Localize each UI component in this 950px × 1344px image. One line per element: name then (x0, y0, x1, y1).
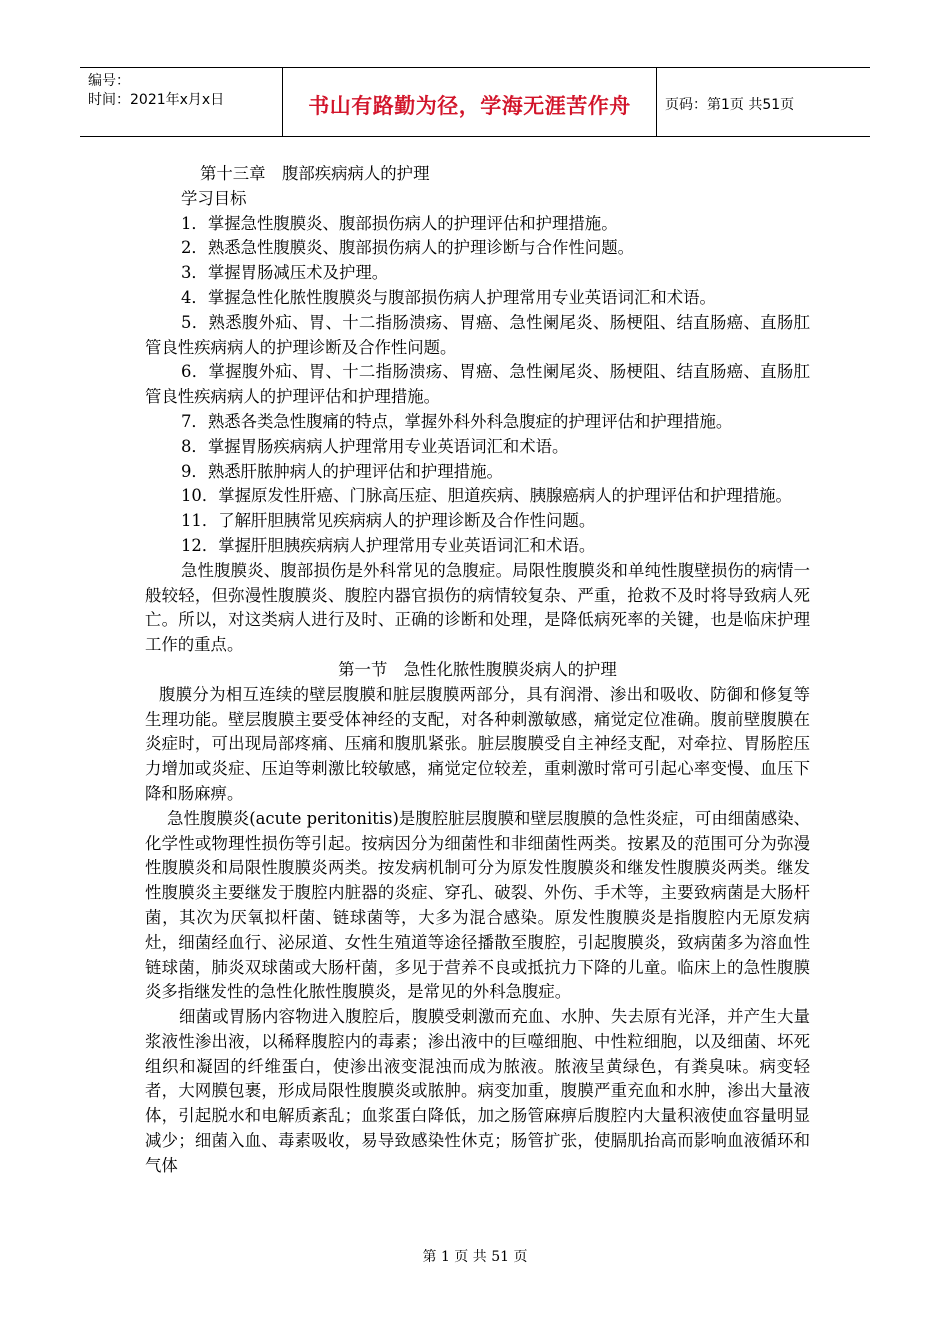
objective-item-10: 10．掌握原发性肝癌、门脉高压症、胆道疾病、胰腺癌病人的护理评估和护理措施。 (181, 486, 792, 506)
objective-item-7: 7．熟悉各类急性腹痛的特点，掌握外科外科急腹症的护理评估和护理措施。 (181, 411, 733, 431)
page-header-table (80, 67, 870, 137)
page-footer: 第 1 页 共 51 页 (422, 1249, 528, 1265)
objective-item-3: 3．掌握胃肠减压术及护理。 (181, 263, 389, 283)
objective-item-11: 11．了解肝胆胰常见疾病病人的护理诊断及合作性问题。 (181, 511, 596, 531)
chapter-title: 第十三章 腹部疾病病人的护理 (200, 164, 430, 183)
body-paragraph-1: 腹膜分为相互连续的壁层腹膜和脏层腹膜两部分，具有润滑、渗出和吸收、防御和修复等生理功能。壁层腹膜主要受体神经的支配，对各种刺激敏感，痛觉定位准确。腹前壁腹膜在炎症时，可出现局部疼痛、压痛和腹肌紧张。脏层腹膜受自主神经支配，对牵拉、胃肠腔压力增加或炎症、压迫等刺激比较敏感，痛觉定位较差，重刺激时常可引起心率变慢、血压下降和肠麻痹。 (145, 684, 810, 803)
objective-item-12: 12．掌握肝胆胰疾病病人护理常用专业英语词汇和术语。 (181, 535, 596, 555)
objective-item-1: 1．掌握急性腹膜炎、腹部损伤病人的护理评估和护理措施。 (181, 213, 618, 233)
objectives-heading: 学习目标 (181, 188, 247, 208)
objective-item-6: 6．掌握腹外疝、胃、十二指肠溃疡、胃癌、急性阑尾炎、肠梗阻、结直肠癌、直肠肛管良性疾病病人的护理评估和护理措施。 (145, 362, 810, 407)
objective-item-5: 5．熟悉腹外疝、胃、十二指肠溃疡、胃癌、急性阑尾炎、肠梗阻、结直肠癌、直肠肛管良性疾病病人的护理诊断及合作性问题。 (145, 312, 810, 357)
header-meta-cell (80, 68, 283, 136)
body-paragraph-3: 细菌或胃肠内容物进入腹腔后，腹膜受刺激而充血、水肿、失去原有光泽，并产生大量浆液性渗出液，以稀释腹腔内的毒素；渗出液中的巨噬细胞、中性粒细胞，以及细菌、坏死组织和凝固的纤维蛋白，使渗出液变混浊而成为脓液。脓液呈黄绿色，有粪臭味。病变轻者，大网膜包裹，形成局限性腹膜炎或脓肿。病变加重，腹膜严重充血和水肿，渗出大量液体，引起脱水和电解质紊乱；血浆蛋白降低，加之肠管麻痹后腹腔内大量积液使血容量明显减少；细菌入血、毒素吸收，易导致感染性休克；肠管扩张，使膈肌抬高而影响血液循环和气体 (145, 1007, 810, 1175)
objective-item-9: 9．熟悉肝脓肿病人的护理评估和护理措施。 (181, 461, 503, 481)
serial-number-label: 编号： (88, 73, 130, 89)
date-line: 时间：2021年x月x日 (88, 92, 225, 108)
objective-item-4: 4．掌握急性化脓性腹膜炎与腹部损伤病人护理常用专业英语词汇和术语。 (181, 287, 716, 307)
header-page-info: 页码：第1页 共51页 (665, 97, 795, 113)
objective-item-8: 8．掌握胃肠疾病病人护理常用专业英语词汇和术语。 (181, 436, 569, 456)
intro-paragraph: 急性腹膜炎、腹部损伤是外科常见的急腹症。局限性腹膜炎和单纯性腹壁损伤的病情一般较轻，但弥漫性腹膜炎、腹腔内器官损伤的病情较复杂、严重，抢救不及时将导致病人死亡。所以，对这类病人进行及时、正确的诊断和处理，是降低病死率的关键，也是临床护理工作的重点。 (145, 560, 810, 655)
objective-item-2: 2．熟悉急性腹膜炎、腹部损伤病人的护理诊断与合作性问题。 (181, 238, 634, 258)
motto-text: 书山有路勤为径，学海无涯苦作舟 (308, 94, 631, 118)
section-title: 第一节 急性化脓性腹膜炎病人的护理 (338, 659, 617, 679)
header-motto-cell (283, 68, 657, 136)
body-paragraph-2: 急性腹膜炎(acute peritonitis)是腹腔脏层腹膜和壁层腹膜的急性炎症，可由细菌感染、化学性或物理性损伤等引起。按病因分为细菌性和非细菌性两类。按累及的范围可分为弥漫性腹膜炎和局限性腹膜炎两类。按发病机制可分为原发性腹膜炎和继发性腹膜炎两类。继发性腹膜炎主要继发于腹腔内脏器的炎症、穿孔、破裂、外伤、手术等，主要致病菌是大肠杆菌，其次为厌氧拟杆菌、链球菌等，大多为混合感染。原发性腹膜炎是指腹腔内无原发病灶，细菌经血行、泌尿道、女性生殖道等途径播散至腹腔，引起腹膜炎，致病菌多为溶血性链球菌，肺炎双球菌或大肠杆菌，多见于营养不良或抵抗力下降的儿童。临床上的急性腹膜炎多指继发性的急性化脓性腹膜炎，是常见的外科急腹症。 (145, 808, 810, 1002)
document-body (145, 162, 810, 1179)
